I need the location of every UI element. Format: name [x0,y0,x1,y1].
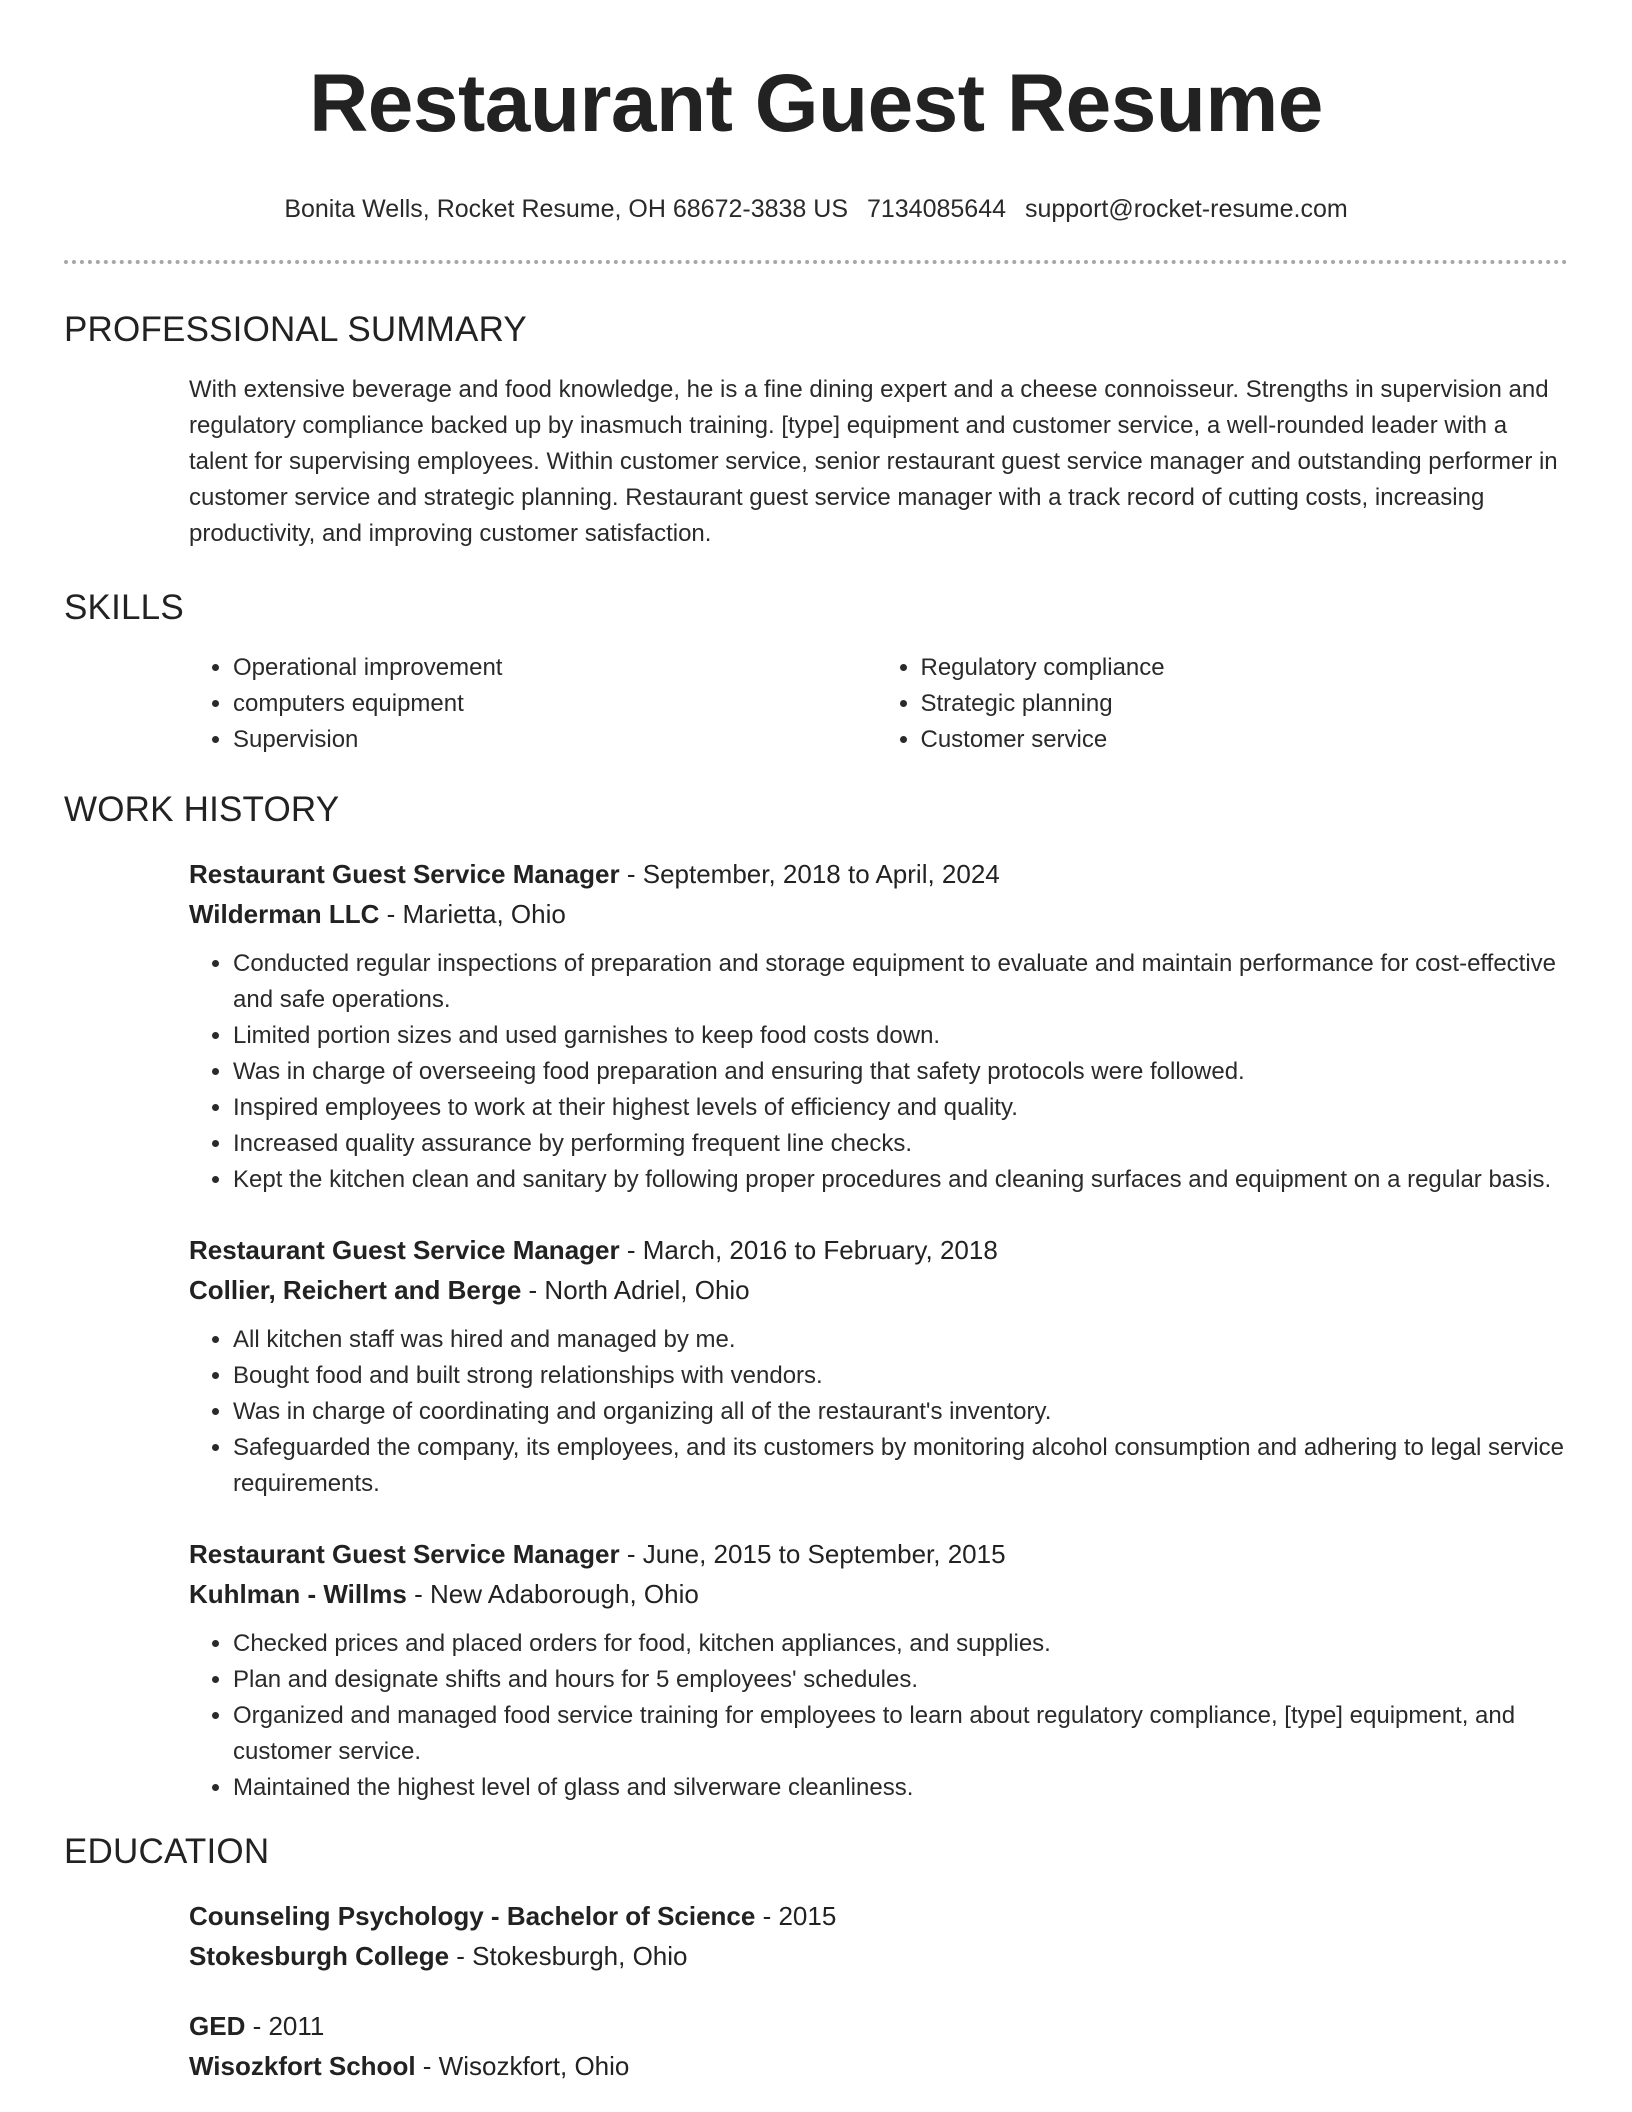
education-year: - 2015 [755,1901,837,1931]
education-school-line [189,1936,1564,1976]
job-bullet: • Inspired employees to work at their highest levels of efficiency and quality. [233,1090,1564,1126]
job-bullet: • Bought food and built strong relationships with vendors. [233,1358,1564,1394]
job-company-line [189,1270,1564,1310]
education-school: Wisozkfort School [189,2051,416,2081]
job-title: Restaurant Guest Service Manager [189,1539,620,1569]
skills-column-left [189,650,877,758]
summary-text: With extensive beverage and food knowledge, he is a fine dining expert and a cheese connoisseur. Strengths in supervision and regulatory compliance backed up by inasmuch training. [type] equipment and customer service, a well-rounded leader with a talent for supervising employees. Within customer service, senior restaurant guest service manager and outstanding performer in customer service and strategic planning. Restaurant guest service manager with a track record of cutting costs, increasing productivity, and improving customer satisfaction. [189,376,1558,547]
job-title-line [189,1230,1564,1270]
skill-item: • computers equipment [233,686,877,722]
contact-email[interactable]: support@rocket-resume.com [1024,195,1348,223]
job-company-line [189,894,1564,934]
skill-item: • Supervision [233,722,877,758]
job-entry [189,854,1564,1198]
job-company: Kuhlman - Willms [189,1579,407,1609]
education-entry [189,1896,1564,1976]
education-location: - Stokesburgh, Ohio [449,1941,688,1971]
job-bullet: • Was in charge of overseeing food preparation and ensuring that safety protocols were followed. [233,1054,1564,1090]
job-location: - North Adriel, Ohio [521,1275,750,1305]
job-dates: - September, 2018 to April, 2024 [619,859,1000,889]
education-year: - 2011 [245,2011,325,2041]
resume-title: Restaurant Guest Resume [309,58,1323,149]
education-heading: EDUCATION [64,1832,270,1871]
job-title-line [189,1534,1564,1574]
summary-heading: PROFESSIONAL SUMMARY [64,310,527,349]
job-title: Restaurant Guest Service Manager [189,859,620,889]
job-location: - New Adaborough, Ohio [406,1579,699,1609]
job-bullets [189,1322,1564,1502]
education-school-line [189,2046,1564,2086]
job-bullet: • Checked prices and placed orders for food, kitchen appliances, and supplies. [233,1626,1564,1662]
education-school: Stokesburgh College [189,1941,450,1971]
job-company: Wilderman LLC [189,899,380,929]
education-degree: Counseling Psychology - Bachelor of Science [189,1901,756,1931]
job-bullet: • Plan and designate shifts and hours for 5 employees' schedules. [233,1662,1564,1698]
job-bullets [189,1626,1564,1806]
job-entry [189,1230,1564,1502]
education-degree: GED [189,2011,246,2041]
skill-item: • Regulatory compliance [921,650,1565,686]
job-bullets [189,946,1564,1198]
skills-heading: SKILLS [64,588,184,627]
skill-item: • Operational improvement [233,650,877,686]
job-title: Restaurant Guest Service Manager [189,1235,620,1265]
skill-item: • Customer service [921,722,1565,758]
job-bullet: • Organized and managed food service training for employees to learn about regulatory compliance, [type] equipment, and customer service. [233,1698,1564,1770]
contact-address: Bonita Wells, Rocket Resume, OH 68672-3838 US [284,195,849,223]
job-bullet: • Maintained the highest level of glass and silverware cleanliness. [233,1770,1564,1806]
job-bullet: • Safeguarded the company, its employees, and its customers by monitoring alcohol consumption and adhering to legal service requirements. [233,1430,1564,1502]
job-bullet: • Was in charge of coordinating and organizing all of the restaurant's inventory. [233,1394,1564,1430]
job-dates: - March, 2016 to February, 2018 [619,1235,998,1265]
job-bullet: • Conducted regular inspections of preparation and storage equipment to evaluate and maintain performance for cost-effective and safe operations. [233,946,1564,1018]
education-degree-line [189,2006,1564,2046]
job-bullet: • All kitchen staff was hired and managed by me. [233,1322,1564,1358]
skill-item: • Strategic planning [921,686,1565,722]
contact-line [0,192,1632,226]
education-degree-line [189,1896,1564,1936]
contact-phone: 7134085644 [866,195,1007,223]
job-company-line [189,1574,1564,1614]
skills-column-right [877,650,1565,758]
job-dates: - June, 2015 to September, 2015 [619,1539,1006,1569]
job-bullet: • Increased quality assurance by performing frequent line checks. [233,1126,1564,1162]
job-location: - Marietta, Ohio [379,899,566,929]
job-company: Collier, Reichert and Berge [189,1275,522,1305]
header-divider [64,260,1568,264]
education-entry [189,2006,1564,2086]
job-title-line [189,854,1564,894]
skills-list [189,650,1564,758]
work-heading: WORK HISTORY [64,790,340,829]
education-location: - Wisozkfort, Ohio [415,2051,630,2081]
job-entry [189,1534,1564,1806]
job-bullet: • Kept the kitchen clean and sanitary by following proper procedures and cleaning surfaces and equipment on a regular basis. [233,1162,1564,1198]
job-bullet: • Limited portion sizes and used garnishes to keep food costs down. [233,1018,1564,1054]
